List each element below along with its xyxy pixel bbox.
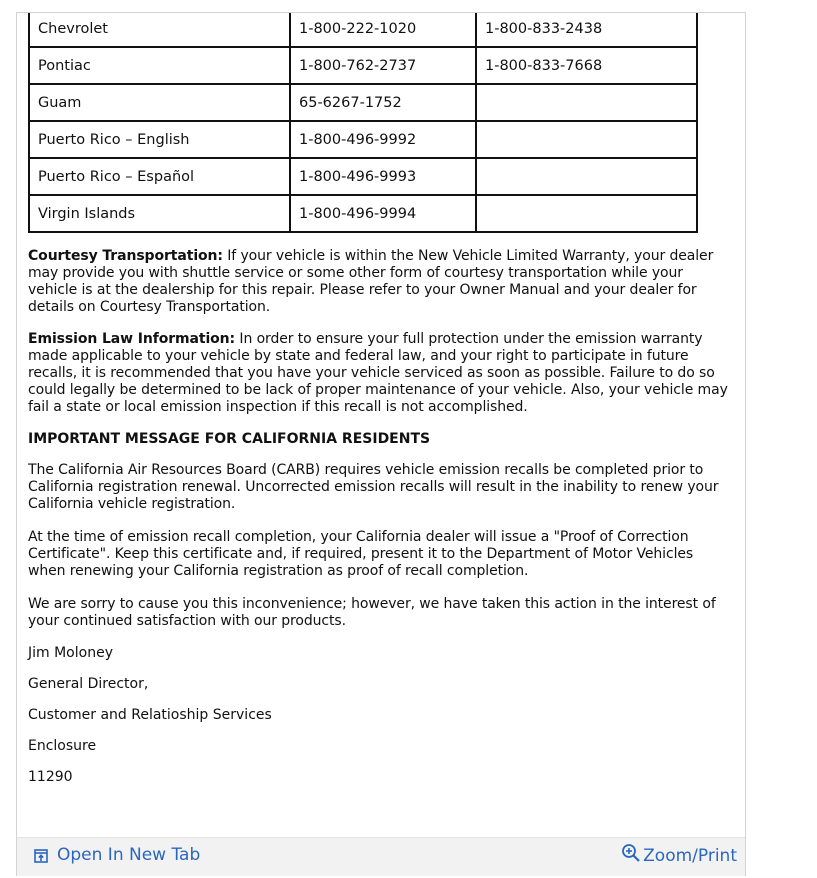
- zoom-print-label: Zoom/Print: [643, 846, 737, 866]
- alt-phone-cell: [476, 195, 697, 232]
- document-scroll-area[interactable]: [17, 13, 745, 836]
- alt-phone-cell: [476, 121, 697, 158]
- alt-phone-cell: [476, 158, 697, 195]
- recall-letter: [28, 13, 734, 785]
- proof-paragraph: At the time of emission recall completion, your California dealer will issue a "Proof of Correction Certificate". Keep this certificate and, if required, present it to the Department of Motor Vehicles when renewing your California registration as proof of recall completion.: [28, 529, 694, 579]
- phone-cell: 1-800-762-2737: [290, 47, 476, 84]
- open-new-tab-icon: [34, 848, 48, 862]
- open-in-new-tab-label: Open In New Tab: [57, 845, 201, 865]
- phone-cell: 1-800-496-9994: [290, 195, 476, 232]
- table-row: [29, 84, 697, 121]
- courtesy-text: If your vehicle is within the New Vehicle Limited Warranty, your dealer may provide you with shuttle service or some other form of courtesy transportation while your vehicle is at the dealership for this repair. Please refer to your Owner Manual and your dealer for details on Courtesy Transportation.: [28, 248, 714, 315]
- magnifier-plus-icon: [621, 843, 641, 863]
- viewer-toolbar: [17, 837, 745, 876]
- enclosure-line: Enclosure: [28, 738, 97, 754]
- emission-text: In order to ensure your full protection under the emission warranty made applicable to your vehicle by state and federal law, and your right to participate in future recalls, it is recommended that you have your vehicle serviced as soon as possible. Failure to do so could legally be determined to be lack of proper maintenance of your vehicle. Also, your vehicle may fail a state or local emission inspection if this recall is not accomplished.: [28, 331, 728, 415]
- alt-phone-cell: 1-800-833-2438: [476, 13, 697, 47]
- signer-name: Jim Moloney: [28, 645, 113, 661]
- carb-paragraph: The California Air Resources Board (CARB) requires vehicle emission recalls be completed prior to California registration renewal. Uncorrected emission recalls will result in the inability to renew your California vehicle registration.: [28, 462, 719, 512]
- emission-label: Emission Law Information:: [28, 331, 236, 347]
- alt-phone-cell: [476, 84, 697, 121]
- open-in-new-tab-link[interactable]: [34, 845, 200, 865]
- courtesy-paragraph: [28, 248, 734, 316]
- region-cell: Guam: [29, 84, 290, 121]
- emission-paragraph: [28, 331, 734, 416]
- phone-cell: 1-800-496-9993: [290, 158, 476, 195]
- courtesy-label: Courtesy Transportation:: [28, 248, 223, 264]
- phone-cell: 65-6267-1752: [290, 84, 476, 121]
- region-cell: Pontiac: [29, 47, 290, 84]
- california-heading: IMPORTANT MESSAGE FOR CALIFORNIA RESIDENTS: [28, 431, 431, 447]
- document-viewer: [16, 12, 746, 876]
- table-row: [29, 47, 697, 84]
- table-row: [29, 13, 697, 47]
- table-row: [29, 158, 697, 195]
- signer-department: Customer and Relatioship Services: [28, 707, 272, 723]
- signer-title: General Director,: [28, 676, 149, 692]
- phone-cell: 1-800-222-1020: [290, 13, 476, 47]
- region-cell: Chevrolet: [29, 13, 290, 47]
- contact-phone-table: [28, 13, 698, 233]
- closing-paragraph: We are sorry to cause you this inconvenience; however, we have taken this action in the interest of your continued satisfaction with our products.: [28, 596, 716, 629]
- alt-phone-cell: 1-800-833-7668: [476, 47, 697, 84]
- region-cell: Virgin Islands: [29, 195, 290, 232]
- zoom-print-link[interactable]: [621, 843, 737, 866]
- region-cell: Puerto Rico – Español: [29, 158, 290, 195]
- region-cell: Puerto Rico – English: [29, 121, 290, 158]
- document-code: 11290: [28, 769, 73, 785]
- phone-cell: 1-800-496-9992: [290, 121, 476, 158]
- table-row: [29, 195, 697, 232]
- table-row: [29, 121, 697, 158]
